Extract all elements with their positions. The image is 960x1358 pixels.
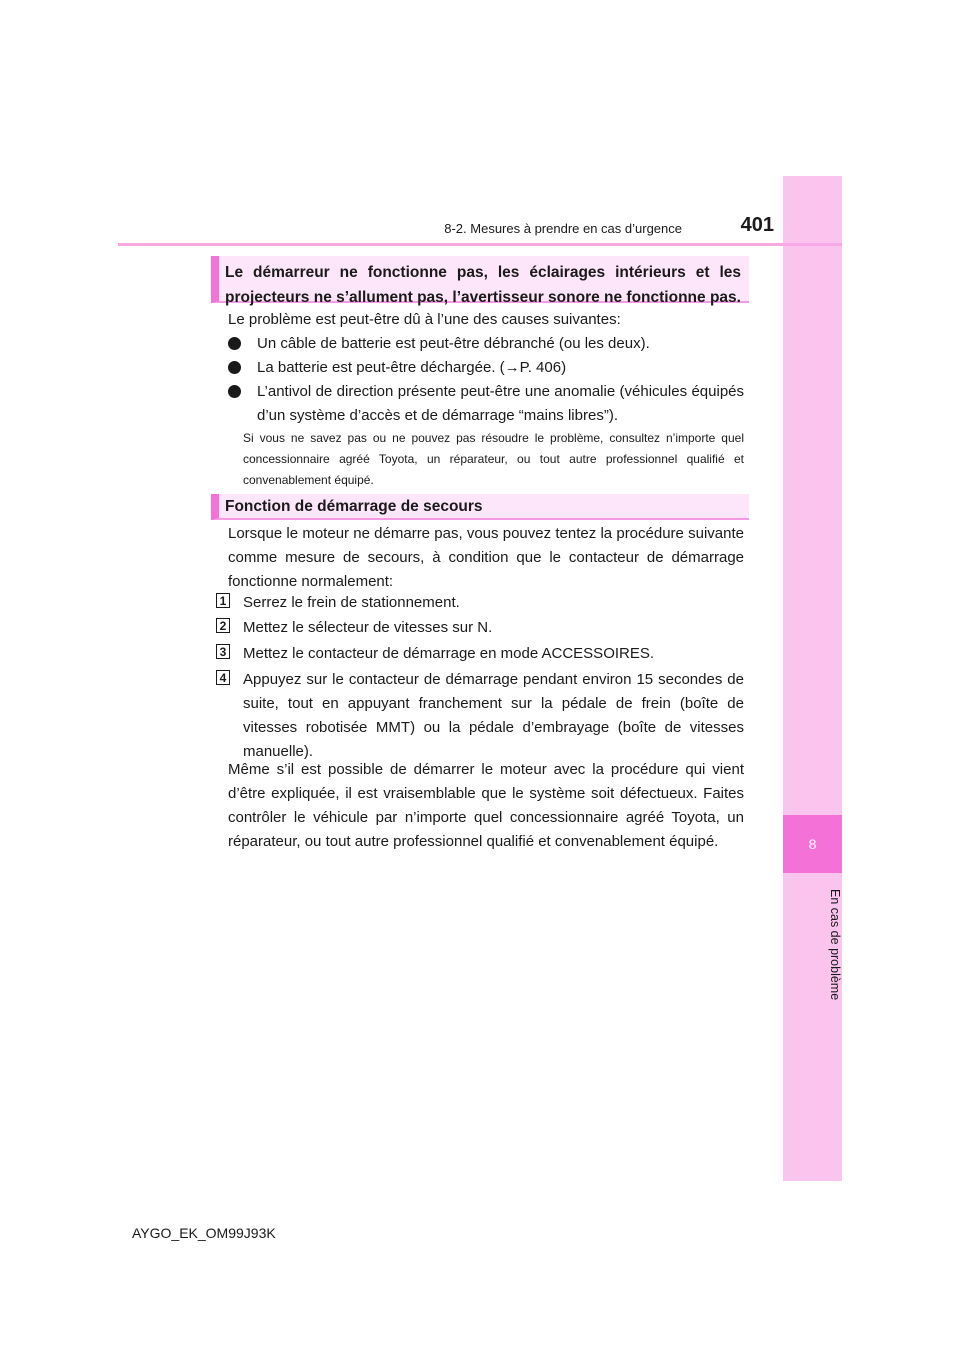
chapter-number-tab[interactable]: 8	[783, 815, 842, 873]
bullet-icon	[228, 361, 241, 374]
step-number-badge: 4	[216, 670, 230, 685]
step-number-badge: 3	[216, 644, 230, 659]
list-item	[228, 332, 744, 356]
bullet-text: L’antivol de direction présente peut-être une anomalie (véhicules équipés d’un système d’accès et de démarrage “mains libres”).	[257, 383, 744, 424]
bullet-text: Un câble de batterie est peut-être débranché (ou les deux).	[257, 335, 650, 352]
list-item	[228, 356, 744, 380]
document-code: AYGO_EK_OM99J93K	[132, 1225, 276, 1241]
section1-intro: Le problème est peut-être dû à l’une des causes suivantes:	[228, 311, 621, 328]
chapter-label: En cas de problème	[828, 889, 842, 1001]
step-number-badge: 2	[216, 618, 230, 633]
bullet-icon	[228, 385, 241, 398]
list-item	[228, 380, 744, 428]
section2-closing: Même s’il est possible de démarrer le moteur avec la procédure qui vient d’être expliquée, il est vraisemblable que le système soit défectueux. Faites contrôler le véhicule par n’importe quel concessionnaire agréé Toyota, un réparateur, ou tout autre professionnel qualifié et convenablement équipé.	[228, 761, 744, 850]
step-text: Appuyez sur le contacteur de démarrage pendant environ 15 secondes de suite, tout en appuyant franchement sur la pédale de frein (boîte de vitesses robotisée MMT) ou la pédale d’embrayage (boîte de vitesses manuelle).	[243, 671, 744, 760]
header-divider	[118, 243, 842, 246]
page-number: 401	[740, 214, 774, 236]
section2-intro: Lorsque le moteur ne démarre pas, vous pouvez tentez la procédure suivante comme mesure de secours, à condition que le contacteur de démarrage fonctionne normalement:	[228, 525, 744, 590]
step-text: Mettez le sélecteur de vitesses sur N.	[243, 619, 493, 636]
section1-note: Si vous ne savez pas ou ne pouvez pas résoudre le problème, consultez n’importe quel concessionnaire agréé Toyota, un réparateur, ou tout autre professionnel qualifié et convenablement équipé.	[243, 431, 744, 487]
step-text: Serrez le frein de stationnement.	[243, 594, 460, 611]
step-number-badge: 1	[216, 593, 230, 608]
bullet-text-page-ref: La batterie est peut-être déchargée. (→P. 406)	[257, 359, 567, 376]
bullet-icon	[228, 337, 241, 350]
section-heading-starter: Le démarreur ne fonctionne pas, les éclairages intérieurs et les projecteurs ne s’allument pas, l’avertisseur sonore ne fonctionne pas.	[211, 256, 749, 303]
section-heading-emergency-start: Fonction de démarrage de secours	[211, 494, 749, 520]
chapter-side-tab	[783, 176, 842, 1181]
step-text: Mettez le contacteur de démarrage en mode ACCESSOIRES.	[243, 645, 655, 662]
header-section-title: 8-2. Mesures à prendre en cas d’urgence	[444, 221, 682, 236]
